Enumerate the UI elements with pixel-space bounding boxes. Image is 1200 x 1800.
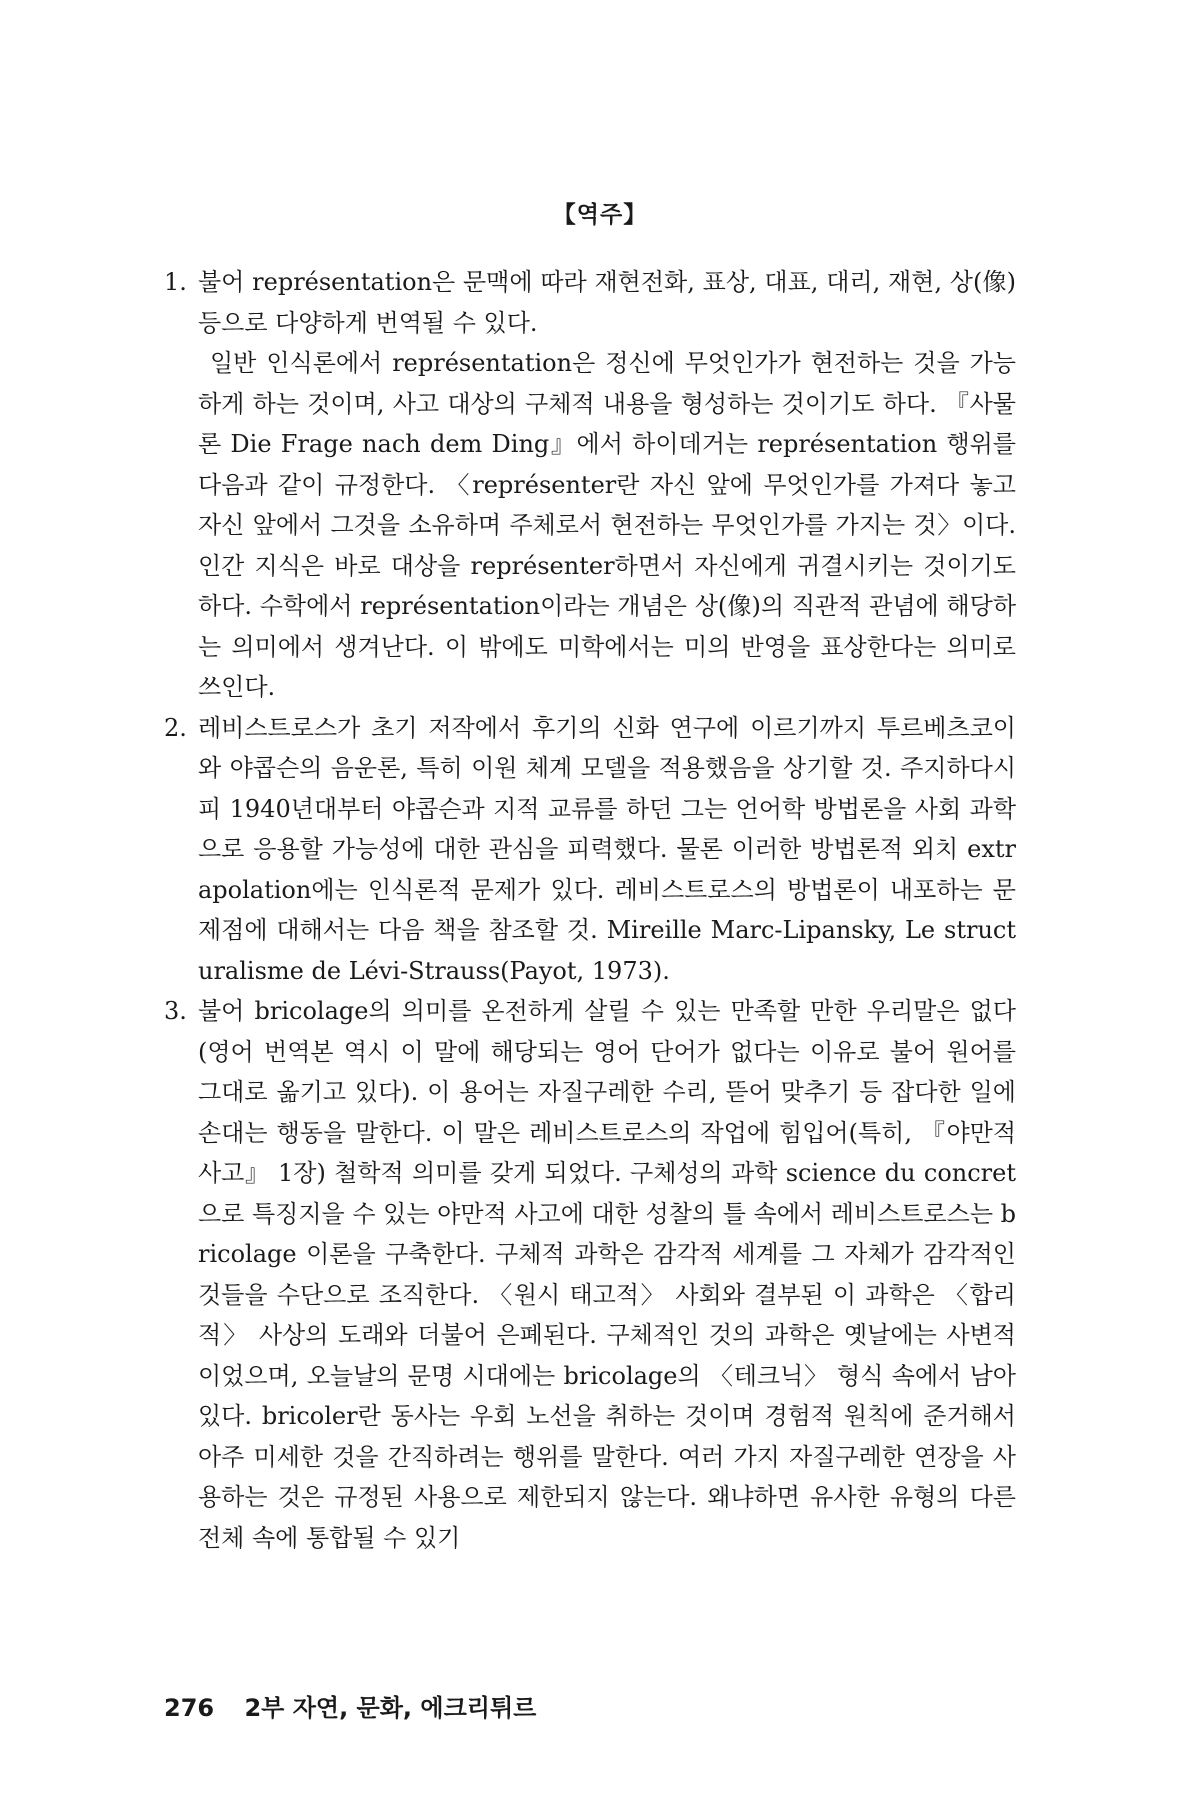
note-paragraph: 불어 bricolage의 의미를 온전하게 살릴 수 있는 만족할 만한 우리말은 없다(영어 번역본 역시 이 말에 해당되는 영어 단어가 없다는 이유로 불어 원어를 그대로 옮기고 있다). 이 용어는 자질구레한 수리, 뜯어 맞추기 등 잡다한 일에 손대는 행동을 말한다. 이 말은 레비스트로스의 작업에 힘입어(특히, 『야만적 사고』 1장) 철학적 의미를 갖게 되었다. 구체성의 과학 science du concret으로 특징지을 수 있는 야만적 사고에 대한 성찰의 틀 속에서 레비스트로스는 bricolage 이론을 구축한다. 구체적 과학은 감각적 세계를 그 자체가 감각적인 것들을 수단으로 조직한다. 〈원시 태고적〉 사회와 결부된 이 과학은 〈합리적〉 사상의 도래와 더불어 은폐된다. 구체적인 것의 과학은 옛날에는 사변적이었으며, 오늘날의 문명 시대에는 bricolage의 〈테크닉〉 형식 속에서 남아 있다. bricoler란 동사는 우회 노선을 취하는 것이며 경험적 원칙에 준거해서 아주 미세한 것을 간직하려는 행위를 말한다. 여러 가지 자질구레한 연장을 사용하는 것은 규정된 사용으로 제한되지 않는다. 왜냐하면 유사한 유형의 다른 전체 속에 통합될 수 있기 [198,997,1016,1552]
note-paragraph: 레비스트로스가 초기 저작에서 후기의 신화 연구에 이르기까지 투르베츠코이와 야콥슨의 음운론, 특히 이원 체계 모델을 적용했음을 상기할 것. 주지하다시피 1940년대부터 야콥슨과 지적 교류를 하던 그는 언어학 방법론을 사회 과학으로 응용할 가능성에 대한 관심을 피력했다. 물론 이러한 방법론적 외치 extrapolation에는 인식론적 문제가 있다. 레비스트로스의 방법론이 내포하는 문제점에 대해서는 다음 책을 참조할 것. Mireille Marc-Lipansky, Le structuralisme de Lévi-Strauss(Payot, 1973). [198,713,1016,985]
translator-notes [164,262,1016,1558]
notes-heading: 【역주】 [552,202,648,228]
page-footer [164,1688,536,1723]
note-paragraph: 일반 인식론에서 représentation은 정신에 무엇인가가 현전하는 것을 가능하게 하는 것이며, 사고 대상의 구체적 내용을 형성하는 것이기도 하다. 『사물론 Die Frage nach dem Ding』에서 하이데거는 représentation 행위를 다음과 같이 규정한다. 〈représenter란 자신 앞에 무엇인가를 가져다 놓고 자신 앞에서 그것을 소유하며 주체로서 현전하는 무엇인가를 가지는 것〉이다. 인간 지식은 바로 대상을 représenter하면서 자신에게 귀결시키는 것이기도 하다. 수학에서 représentation이라는 개념은 상(像)의 직관적 관념에 해당하는 의미에서 생겨난다. 이 밖에도 미학에서는 미의 반영을 표상한다는 의미로 쓰인다. [198,349,1016,701]
running-section-title: 2부 자연, 문화, 에크리튀르 [244,1694,537,1722]
note-paragraph: 불어 représentation은 문맥에 따라 재현전화, 표상, 대표, 대리, 재현, 상(像) 등으로 다양하게 번역될 수 있다. [198,268,1016,337]
note-number: 1. [164,268,187,296]
note-3 [164,991,1016,1558]
page-number: 276 [164,1694,215,1722]
note-number: 2. [164,713,187,742]
note-number: 3. [164,997,187,1025]
note-1 [164,262,1016,708]
note-2 [164,708,1016,992]
